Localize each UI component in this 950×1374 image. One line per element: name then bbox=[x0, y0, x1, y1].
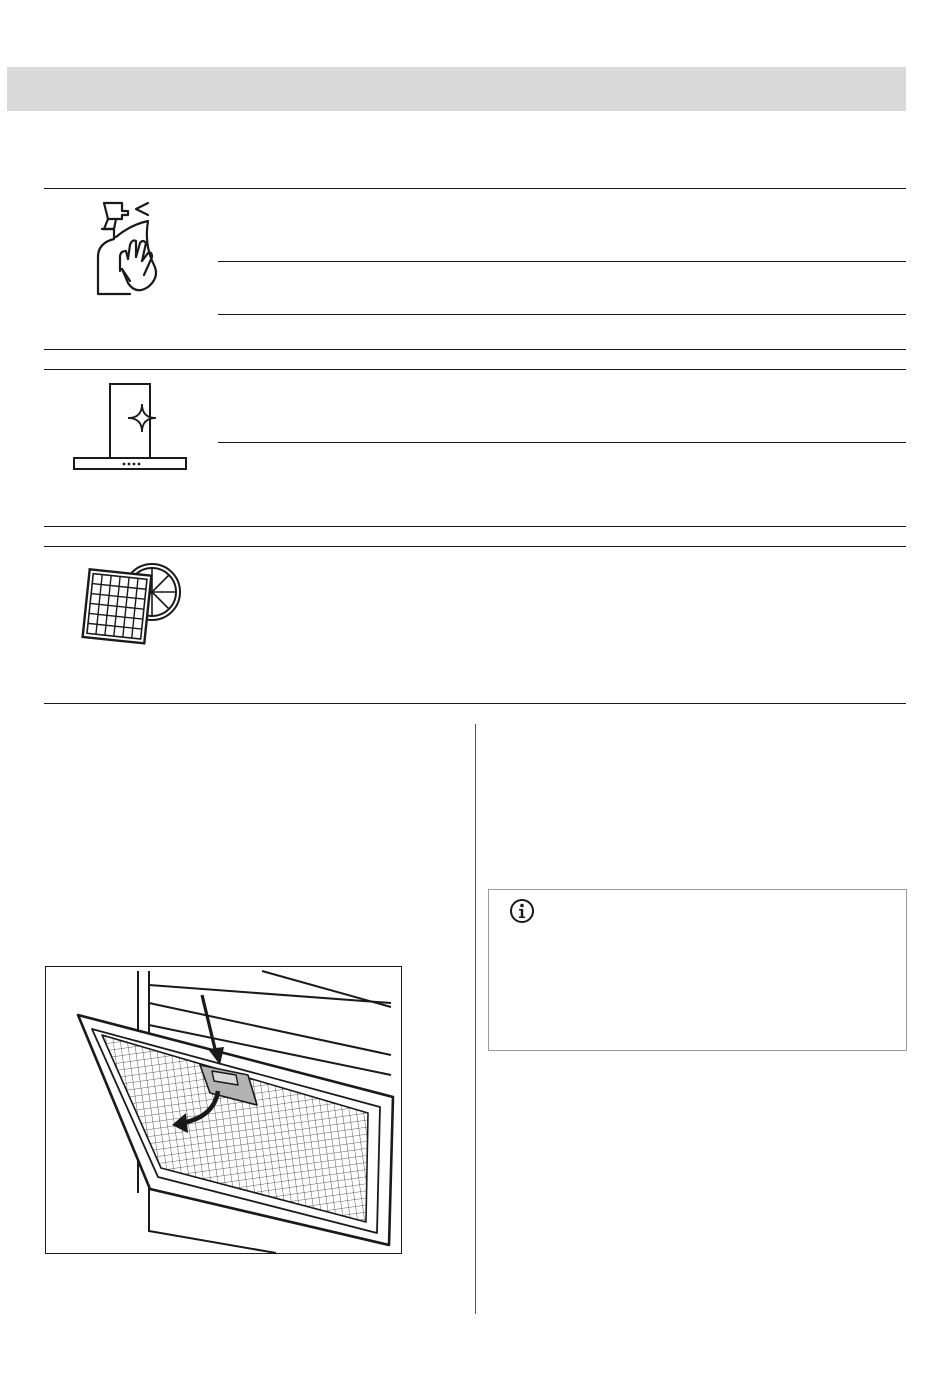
table-rule bbox=[44, 349, 906, 350]
grease-filter-removal-illustration bbox=[45, 966, 402, 1254]
table-rule bbox=[44, 526, 906, 527]
column-divider bbox=[475, 724, 476, 1314]
spray-and-cloth-icon bbox=[86, 195, 176, 299]
filters-icon bbox=[74, 556, 186, 652]
table-bottom-rule bbox=[44, 703, 906, 704]
cooker-hood-clean-icon bbox=[70, 380, 190, 472]
table-rule bbox=[44, 369, 906, 370]
info-note-box bbox=[488, 889, 907, 1051]
section-header-band bbox=[7, 67, 906, 111]
row-divider bbox=[218, 314, 906, 315]
row-divider bbox=[218, 261, 906, 262]
info-icon bbox=[509, 898, 535, 924]
table-rule bbox=[44, 546, 906, 547]
table-top-rule bbox=[44, 188, 906, 189]
row-divider bbox=[218, 442, 906, 443]
